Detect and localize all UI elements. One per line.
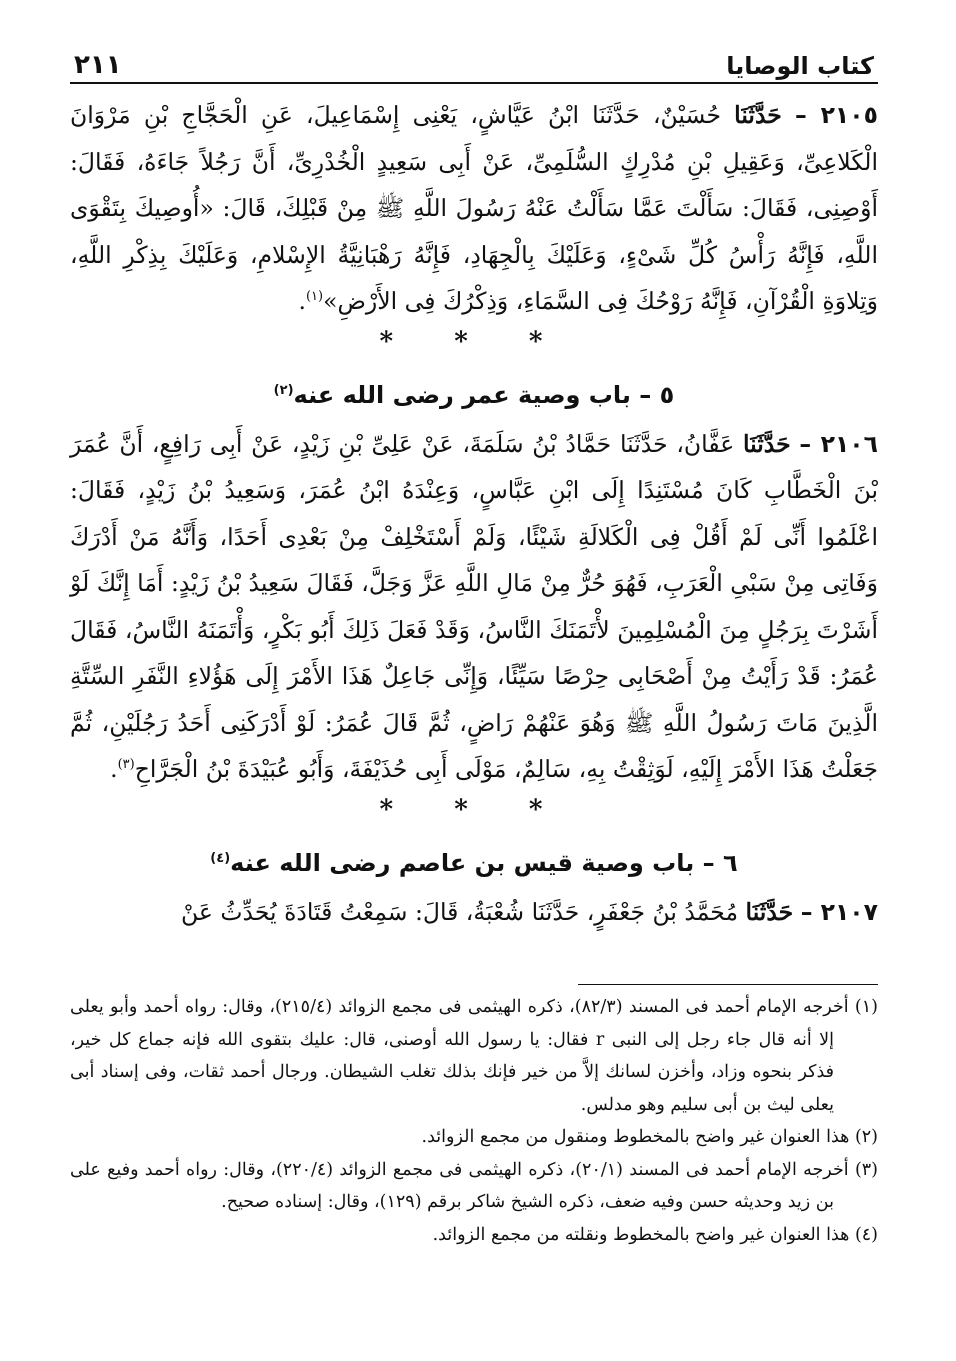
hadith-2107	[70, 889, 878, 936]
page-number: ٢١١	[74, 50, 122, 80]
hadith-text: مُحَمَّدُ بْنُ جَعْفَرٍ، حَدَّثَنَا شُعْبَةُ، قَالَ: سَمِعْتُ قَتَادَةَ يُحَدِّثُ عَنْ	[181, 897, 739, 926]
footnote-mark: (٤)	[854, 1224, 878, 1245]
footnote-divider	[578, 984, 878, 985]
footnote-ref-4[interactable]: (٤)	[210, 850, 231, 866]
footnote-text: هذا العنوان غير واضح بالمخطوط ونقلته من مجمع الزوائد.	[432, 1224, 850, 1245]
footnote-3	[70, 1154, 878, 1219]
footnote-ref-3[interactable]: (٣)	[117, 757, 135, 773]
footnote-text: أخرجه الإمام أحمد فى المسند (٢٠/١)، ذكره الهيثمى فى مجمع الزوائد (٢٢٠/٤)، وقال: رواه أحمد وفيع على بن زيد وحديثه حسن وفيه ضعف، ذكره الشيخ شاكر برقم (١٢٩)، وقال: إسناده صحيح.	[70, 1159, 849, 1212]
chapter-title: ٥ – باب وصية عمر رضى الله عنه	[293, 380, 675, 409]
chapter-heading-6	[70, 833, 878, 889]
footnote-2	[70, 1121, 878, 1154]
page-header	[70, 38, 878, 84]
footnote-text: أخرجه الإمام أحمد فى المسند (٨٢/٣)، ذكره الهيثمى فى مجمع الزوائد (٢١٥/٤)، وقال: رواه أحمد وأبو يعلى إلا أنه قال جاء رجل إلى النبى r فقال: يا رسول الله أوصنى، قال: عليك بتقوى الله فإنه جماع كل خير، فذكر بنحوه وزاد، وأخزن لسانك إلاَّ من خير فإنك بذلك تغلب الشيطان. ورجال أحمد ثقات، وفى إسناد أبى يعلى ليث بن أبى سليم وهو مدلس.	[70, 997, 849, 1115]
section-separator: * * *	[379, 326, 569, 357]
hadith-opening: حَدَّثَنَا	[743, 429, 791, 458]
footnote-ref-2[interactable]: (٢)	[273, 382, 294, 398]
footnote-text: هذا العنوان غير واضح بالمخطوط ومنقول من مجمع الزوائد.	[421, 1127, 850, 1147]
hadith-2105	[70, 92, 878, 325]
section-separator: * * *	[379, 794, 569, 825]
hadith-number: ٢١٠٦ –	[799, 429, 878, 458]
footnote-ref-1[interactable]: (١)	[305, 289, 324, 305]
footnote-mark: (٢)	[854, 1127, 878, 1147]
page-body	[70, 38, 878, 935]
hadith-end: .	[110, 755, 118, 783]
hadith-number: ٢١٠٧ –	[800, 897, 878, 926]
hadith-opening: حَدَّثَنَا	[734, 101, 782, 129]
book-title: كتاب الوصايا	[726, 52, 874, 80]
hadith-number: ٢١٠٥ –	[794, 101, 878, 129]
footnote-mark: (١)	[854, 997, 878, 1017]
footnote-4	[70, 1219, 878, 1252]
chapter-heading-5	[70, 365, 878, 421]
hadith-end: .	[298, 287, 306, 315]
hadith-2106	[70, 421, 878, 793]
footnote-1	[70, 991, 878, 1121]
hadith-opening: حَدَّثَنَا	[745, 897, 794, 926]
hadith-text: حُسَيْنٌ، حَدَّثَنَا ابْنُ عَيَّاشٍ، يَعْنِى إِسْمَاعِيلَ، عَنِ الْحَجَّاجِ بْنِ مَرْوَانَ الْكَلاعِىِّ، وَعَقِيلِ بْنِ مُدْرِكٍ السُّلَمِىِّ، عَنْ أَبِى سَعِيدٍ الْخُدْرِىِّ، أَنَّ رَجُلاً جَاءَهُ، فَقَالَ: أَوْصِنِى، فَقَالَ: سَأَلْتَ عَمَّا سَأَلْتُ عَنْهُ رَسُولَ اللَّهِ ﷺ مِنْ قَبْلِكَ، قَالَ: «أُوصِيكَ بِتَقْوَى اللَّهِ، فَإِنَّهُ رَأْسُ كُلِّ شَىْءٍ، وَعَلَيْكَ بِالْجِهَادِ، فَإِنَّهُ رَهْبَانِيَّةُ الإِسْلامِ، وَعَلَيْكَ بِذِكْرِ اللَّهِ، وَتِلاوَةِ الْقُرْآنِ، فَإِنَّهُ رَوْحُكَ فِى السَّمَاءِ، وَذِكْرُكَ فِى الأَرْضِ»	[70, 101, 878, 315]
hadith-text: عَفَّانُ، حَدَّثَنَا حَمَّادُ بْنُ سَلَمَةَ، عَنْ عَلِىِّ بْنِ زَيْدٍ، عَنْ أَبِى رَافِعٍ، أَنَّ عُمَرَ بْنَ الْخَطَّابِ كَانَ مُسْتَنِدًا إِلَى ابْنِ عَبَّاسٍ، وَعِنْدَهُ ابْنُ عُمَرَ، وَسَعِيدُ بْنُ زَيْدٍ، فَقَالَ: اعْلَمُوا أَنِّى لَمْ أَقُلْ فِى الْكَلالَةِ شَيْئًا، وَلَمْ أَسْتَخْلِفْ مِنْ بَعْدِى أَحَدًا، وَأَنَّهُ مَنْ أَدْرَكَ وَفَاتِى مِنْ سَبْىِ الْعَرَبِ، فَهُوَ حُرٌّ مِنْ مَالِ اللَّهِ عَزَّ وَجَلَّ، فَقَالَ سَعِيدُ بْنُ زَيْدٍ: أَمَا إِنَّكَ لَوْ أَشَرْتَ بِرَجُلٍ مِنَ الْمُسْلِمِينَ لأْتَمَنَكَ النَّاسُ، وَقَدْ فَعَلَ ذَلِكَ أَبُو بَكْرٍ، وَأْتَمَنَهُ النَّاسُ، فَقَالَ عُمَرُ: قَدْ رَأَيْتُ مِنْ أَصْحَابِى حِرْصًا سَيِّئًا، وَإِنِّى جَاعِلٌ هَذَا الأَمْرَ إِلَى هَؤُلاءِ النَّفَرِ السِّتَّةِ الَّذِينَ مَاتَ رَسُولُ اللَّهِ ﷺ وَهُوَ عَنْهُمْ رَاضٍ، ثُمَّ قَالَ عُمَرُ: لَوْ أَدْرَكَنِى أَحَدُ رَجُلَيْنِ، ثُمَّ جَعَلْتُ هَذَا الأَمْرَ إِلَيْهِ، لَوَثِقْتُ بِهِ، سَالِمٌ، مَوْلَى أَبِى حُذَيْفَةَ، وَأَبُو عُبَيْدَةَ بْنُ الْجَرَّاحِ	[70, 429, 878, 783]
footnote-mark: (٣)	[854, 1159, 878, 1180]
chapter-title: ٦ – باب وصية قيس بن عاصم رضى الله عنه	[230, 848, 738, 877]
footnotes	[70, 984, 878, 1251]
